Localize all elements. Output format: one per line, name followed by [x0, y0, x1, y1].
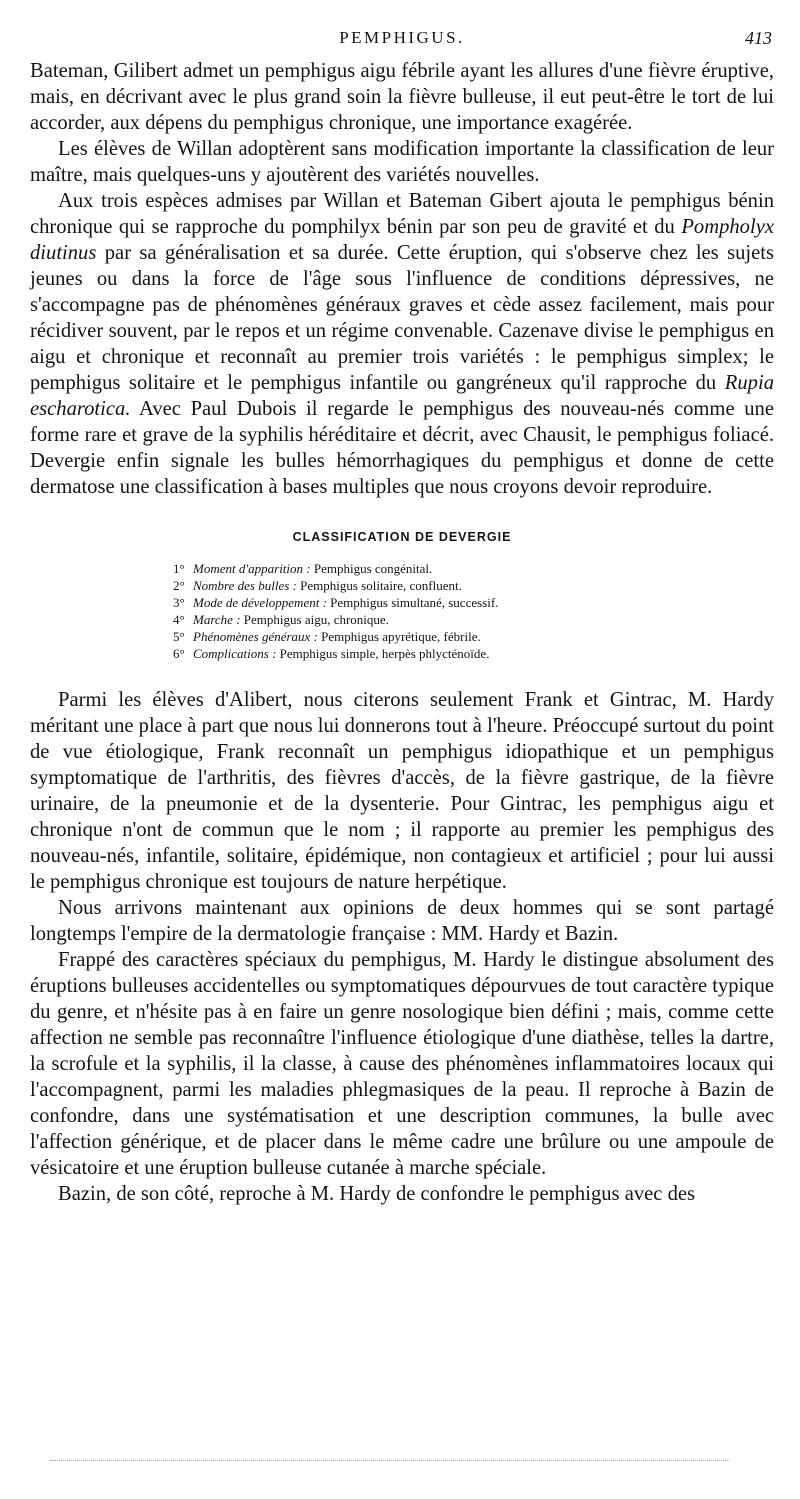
classification-item [173, 645, 774, 662]
item-key: Phénomènes généraux : [193, 629, 318, 644]
item-value: Pemphigus simple, herpès phlycténoïde. [276, 646, 490, 661]
item-number: 6° [173, 646, 185, 661]
item-value: Pemphigus apyrétique, fébrile. [317, 629, 481, 644]
page-number: 413 [745, 28, 772, 48]
item-key: Complications : [193, 646, 277, 661]
paragraph: Nous arrivons maintenant aux opinions de deux hommes qui se sont partagé longtemps l'empire de la dermatologie française : MM. Hardy et Bazin. [30, 897, 774, 945]
item-number: 5° [173, 629, 185, 644]
paragraph: Bateman, Gilibert admet un pemphigus aigu fébrile ayant les allures d'une fièvre éruptive, mais, en décrivant avec le plus grand soin la fièvre bulleuse, il eut peut-être le tort de lui accorder, aux dépens du pemphigus chronique, une importance exagérée. [30, 60, 774, 134]
classification-item [173, 560, 774, 577]
paragraph-gibert [30, 188, 774, 500]
page-header [30, 28, 774, 58]
text-run: Avec Paul Dubois il regarde le pemphigus des nouveau-nés comme une forme rare et grave de la syphilis héréditaire et décrit, avec Chausit, le pemphigus foliacé. Devergie enfin signale les bulles hémorrhagiques du pemphigus et donne de cette dermatose une classification à bases multiples que nous croyons devoir reproduire. [30, 398, 774, 498]
italic-term: Pompholyx diutinus [30, 216, 774, 264]
classification-item [173, 577, 774, 594]
paragraph: Les élèves de Willan adoptèrent sans modification importante la classification de leur maître, mais quelques-uns y ajoutèrent des variétés nouvelles. [30, 138, 774, 186]
italic-term: Rupia escharotica. [30, 372, 774, 420]
item-key: Nombre des bulles : [193, 578, 297, 593]
item-value: Pemphigus congénital. [310, 561, 433, 576]
book-page [30, 28, 774, 1207]
classification-item [173, 628, 774, 645]
paragraph: Frappé des caractères spéciaux du pemphigus, M. Hardy le distingue absolument des éruptions bulleuses accidentelles ou symptomatiques dépourvues de tout caractère typique du genre, et n'hésite pas à en faire un genre nosologique bien défini ; mais, comme cette affection ne semble pas reconnaître l'influence étiologique d'une diathèse, telles la dartre, la scrofule et la syphilis, il la classe, à cause des phénomènes inflammatoires locaux qui l'accompagnent, parmi les maladies phlegmasiques de la peau. Il reproche à Bazin de confondre, dans une systématisation et une description communes, la bulle avec l'affection générique, et de placer dans le même cadre une brûlure ou une ampoule de vésicatoire et une éruption bulleuse cutanée à marche spéciale. [30, 949, 775, 1179]
item-value: Pemphigus solitaire, confluent. [296, 578, 462, 593]
text-run: par sa généralisation et sa durée. Cette éruption, qui s'observe chez les sujets jeunes ou dans la force de l'âge sous l'influence de conditions dépressives, ne s'accompagne pas de phénomènes généraux graves et cède assez facilement, mais pour récidiver souvent, par le repos et un régime convenable. Cazenave divise le pemphigus en aigu et chronique et reconnaît au premier trois variétés : le pemphigus simplex; le pemphigus solitaire et le pemphigus infantile ou gangréneux qu'il rapproche du [30, 242, 774, 394]
footer-dotted-rule [50, 1460, 730, 1461]
classification-title: CLASSIFICATION DE DEVERGIE [292, 530, 512, 544]
classification-item [173, 594, 774, 611]
text-run: Aux trois espèces admises par Willan et Bateman Gibert ajouta le pemphigus bénin chronique qui se rapproche du pomphilyx bénin par son peu de gravité et du [30, 190, 774, 238]
item-value: Pemphigus simultané, successif. [326, 595, 499, 610]
paragraph: Bazin, de son côté, reproche à M. Hardy de confondre le pemphigus avec des [58, 1183, 696, 1205]
classification-block [30, 530, 774, 662]
item-key: Marche : [193, 612, 241, 627]
classification-item [173, 611, 774, 628]
body-text [30, 58, 774, 1207]
item-key: Moment d'apparition : [193, 561, 311, 576]
item-number: 2° [173, 578, 185, 593]
item-number: 3° [173, 595, 185, 610]
item-number: 4° [173, 612, 185, 627]
item-number: 1° [173, 561, 185, 576]
paragraph: Parmi les élèves d'Alibert, nous citerons seulement Frank et Gintrac, M. Hardy méritant une place à part que nous lui donnerons tout à l'heure. Préoccupé surtout du point de vue étiologique, Frank reconnaît un pemphigus idiopathique et un pemphigus symptomatique de l'arthritis, des fièvres d'accès, de la fièvre gastrique, de la fièvre urinaire, de la pneumonie et de la dysenterie. Pour Gintrac, les pemphigus aigu et chronique n'ont de commun que le nom ; il rapporte au premier les pemphigus des nouveau-nés, infantile, solitaire, épidémique, non contagieux et artificiel ; pour lui aussi le pemphigus chronique est toujours de nature herpétique. [30, 689, 774, 893]
classification-list [30, 560, 774, 662]
running-title: PEMPHIGUS. [339, 28, 465, 47]
item-value: Pemphigus aigu, chronique. [240, 612, 389, 627]
item-key: Mode de développement : [193, 595, 327, 610]
